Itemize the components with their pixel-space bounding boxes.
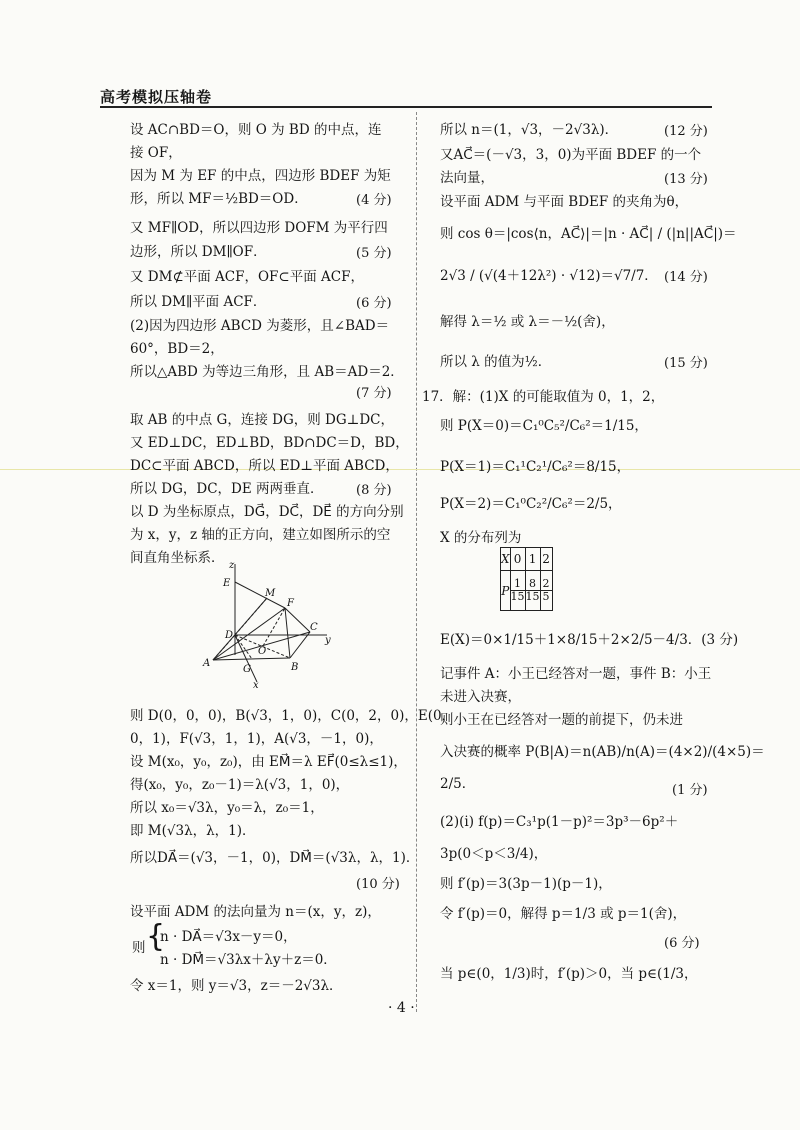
label-D: D xyxy=(225,630,234,641)
text-line: 则 cos θ＝|cos⟨n，AC⃗⟩|＝|n · AC⃗| / (|n||AC⃗|)＝ xyxy=(440,226,737,242)
edge-FC xyxy=(285,608,310,632)
text-line: 未进入决赛， xyxy=(440,689,521,705)
score-mark: (8 分) xyxy=(356,483,392,498)
frac-num: 1 xyxy=(511,578,525,591)
scan-line xyxy=(0,469,800,470)
text-line: 记事件 A：小王已经答对一题，事件 B：小王 xyxy=(440,666,712,682)
label-M: M xyxy=(265,588,276,599)
brace-label: 则 xyxy=(132,940,146,956)
text-line: 设 AC∩BD＝O，则 O 为 BD 的中点，连 xyxy=(130,122,382,138)
text-line: P(X＝2)＝C₁⁰C₂²/C₆²＝2/5， xyxy=(440,496,622,512)
text-line: 形，所以 MF＝½BD＝OD． xyxy=(130,191,308,207)
text-line: 所以 DG，DC，DE 两两垂直． xyxy=(130,481,324,497)
frac-den: 15 xyxy=(510,590,525,603)
text-line: (2)(i) f(p)＝C₃¹p(1－p)²＝3p³－6p²＋ xyxy=(440,814,679,830)
label-C: C xyxy=(310,622,318,633)
frac-den: 15 xyxy=(525,590,540,603)
text-line: 令 x＝1，则 y＝√3，z＝－2√3λ． xyxy=(130,978,343,994)
text-line: 所以△ABD 为等边三角形，且 AB＝AD＝2． xyxy=(130,364,404,380)
exam-title: 高考模拟压轴卷 xyxy=(100,88,213,106)
label-A: A xyxy=(203,658,211,669)
table-cell xyxy=(525,571,540,611)
text-line: 则 D(0，0，0)，B(√3，1，0)，C(0，2，0)，E(0， xyxy=(130,708,456,724)
edge-AB xyxy=(213,658,290,660)
label-G: G xyxy=(243,664,251,675)
text-line: n · DM⃗＝√3λx＋λy＋z＝0． xyxy=(160,952,337,968)
table-header-x: X xyxy=(501,548,511,571)
text-line: 取 AB 的中点 G，连接 DG，则 DG⊥DC， xyxy=(130,412,394,428)
text-line: 又AC⃗＝(－√3，3，0)为平面 BDEF 的一个 xyxy=(440,147,702,163)
text-line: 2√3 / (√(4＋12λ²) · √12)＝√7/7． xyxy=(440,268,658,284)
text-line: 以 D 为坐标原点，DG⃗，DC⃗，DE⃗ 的方向分别 xyxy=(130,504,404,520)
text-line: 0，1)，F(√3，1，1)，A(√3，－1，0)， xyxy=(130,731,383,747)
frac-num: 2 xyxy=(542,577,550,590)
table-cell: 2 xyxy=(540,548,552,571)
edge-EF xyxy=(235,582,285,608)
table-cell: 1 xyxy=(525,548,540,571)
edge-AF xyxy=(213,608,285,660)
text-line: 法向量， xyxy=(440,170,494,186)
distribution-table xyxy=(500,547,553,611)
score-mark: (4 分) xyxy=(356,193,392,208)
text-line: 设 M(x₀，y₀，z₀)，由 EM⃗＝λ EF⃗(0≤λ≤1)， xyxy=(130,754,407,770)
text-line: 所以DA⃗＝(√3，－1，0)，DM⃗＝(√3λ，λ，1)． xyxy=(130,850,420,866)
text-line: 因为 M 为 EF 的中点，四边形 BDEF 为矩 xyxy=(130,168,391,184)
text-line: 边形，所以 DM∥OF． xyxy=(130,244,267,260)
text-line: E(X)＝0×1/15＋1×8/15＋2×2/5－4/3．(3 分) xyxy=(440,632,739,648)
text-line: 则 f′(p)＝3(3p－1)(p－1)， xyxy=(440,876,612,892)
text-line: 所以 n＝(1，√3，－2√3λ)． xyxy=(440,122,619,138)
text-line: 3p(0＜p＜3/4)， xyxy=(440,846,548,862)
text-line: 令 f′(p)＝0，解得 p＝1/3 或 p＝1(舍)， xyxy=(440,906,687,922)
table-cell: 0 xyxy=(510,548,525,571)
table-header-p: P xyxy=(501,571,511,611)
label-z: z xyxy=(229,560,235,571)
score-mark: (10 分) xyxy=(356,877,400,892)
label-B: B xyxy=(291,662,299,673)
text-line: (2)因为四边形 ABCD 为菱形，且∠BAD＝ xyxy=(130,318,390,334)
text-line: 则小王在已经答对一题的前提下，仍未进 xyxy=(440,712,683,728)
text-line: 所以 x₀＝√3λ，y₀＝λ，z₀＝1， xyxy=(130,800,324,816)
label-y: y xyxy=(325,635,331,646)
score-mark: (6 分) xyxy=(664,936,700,951)
score-mark: (1 分) xyxy=(672,783,708,798)
text-line: 设平面 ADM 的法向量为 n＝(x，y，z)， xyxy=(130,904,381,920)
text-line: 解得 λ＝½ 或 λ＝－½(舍)， xyxy=(440,314,615,330)
label-E: E xyxy=(223,578,231,589)
score-mark: (7 分) xyxy=(356,386,392,401)
text-line: X 的分布列为 xyxy=(440,530,522,546)
text-line: 设平面 ADM 与平面 BDEF 的夹角为θ， xyxy=(440,194,689,210)
coordinate-figure xyxy=(195,560,345,690)
text-line: 为 x，y，z 轴的正方向，建立如图所示的空 xyxy=(130,527,391,543)
text-line: n · DA⃗＝√3x－y＝0， xyxy=(160,929,297,945)
label-F: F xyxy=(287,598,294,609)
text-line: 2/5． xyxy=(440,776,476,792)
table-cell xyxy=(540,571,552,611)
score-mark: (12 分) xyxy=(664,124,708,139)
text-line: 则 P(X＝0)＝C₁⁰C₅²/C₆²＝1/15， xyxy=(440,418,648,434)
text-line: 即 M(√3λ，λ，1)． xyxy=(130,823,256,839)
edge-BC xyxy=(290,632,310,658)
text-line: 又 MF∥OD，所以四边形 DOFM 为平行四 xyxy=(130,220,388,236)
text-line: 当 p∈(0，1/3)时，f′(p)＞0，当 p∈(1/3， xyxy=(440,966,698,982)
score-mark: (15 分) xyxy=(664,356,708,371)
table-cell xyxy=(510,571,525,611)
system-brace: { xyxy=(146,919,166,954)
edge-DG xyxy=(235,635,252,659)
text-line: 间直角坐标系． xyxy=(130,550,225,566)
text-line: 又 DM⊄平面 ACF，OF⊂平面 ACF， xyxy=(130,269,364,285)
text-line: P(X＝1)＝C₁¹C₂¹/C₆²＝8/15， xyxy=(440,459,631,475)
label-x: x xyxy=(253,680,259,690)
question-17: 17．解：(1)X 的可能取值为 0，1，2， xyxy=(422,389,665,405)
score-mark: (13 分) xyxy=(664,172,708,187)
page-number: · 4 · xyxy=(388,1000,415,1016)
score-mark: (5 分) xyxy=(356,246,392,261)
text-line: 得(x₀，y₀，z₀－1)＝λ(√3，1，0)， xyxy=(130,777,350,793)
label-O: O xyxy=(258,646,267,657)
score-mark: (6 分) xyxy=(356,296,392,311)
text-line: 所以 λ 的值为½． xyxy=(440,354,552,370)
text-line: 入决赛的概率 P(B|A)＝n(AB)/n(A)＝(4×2)/(4×5)＝ xyxy=(440,744,765,760)
text-line: 又 ED⊥DC，ED⊥BD，BD∩DC＝D，BD， xyxy=(130,435,409,451)
frac-num: 8 xyxy=(526,578,540,591)
frac-den: 5 xyxy=(542,590,550,603)
text-line: 接 OF， xyxy=(130,145,182,161)
text-line: 所以 DM∥平面 ACF． xyxy=(130,294,267,310)
header-rule xyxy=(100,106,712,108)
text-line: DC⊂平面 ABCD，所以 ED⊥平面 ABCD， xyxy=(130,458,399,474)
edge-FB xyxy=(285,608,290,658)
text-line: 60°，BD＝2， xyxy=(130,341,224,357)
score-mark: (14 分) xyxy=(664,270,708,285)
column-divider xyxy=(416,112,417,1012)
